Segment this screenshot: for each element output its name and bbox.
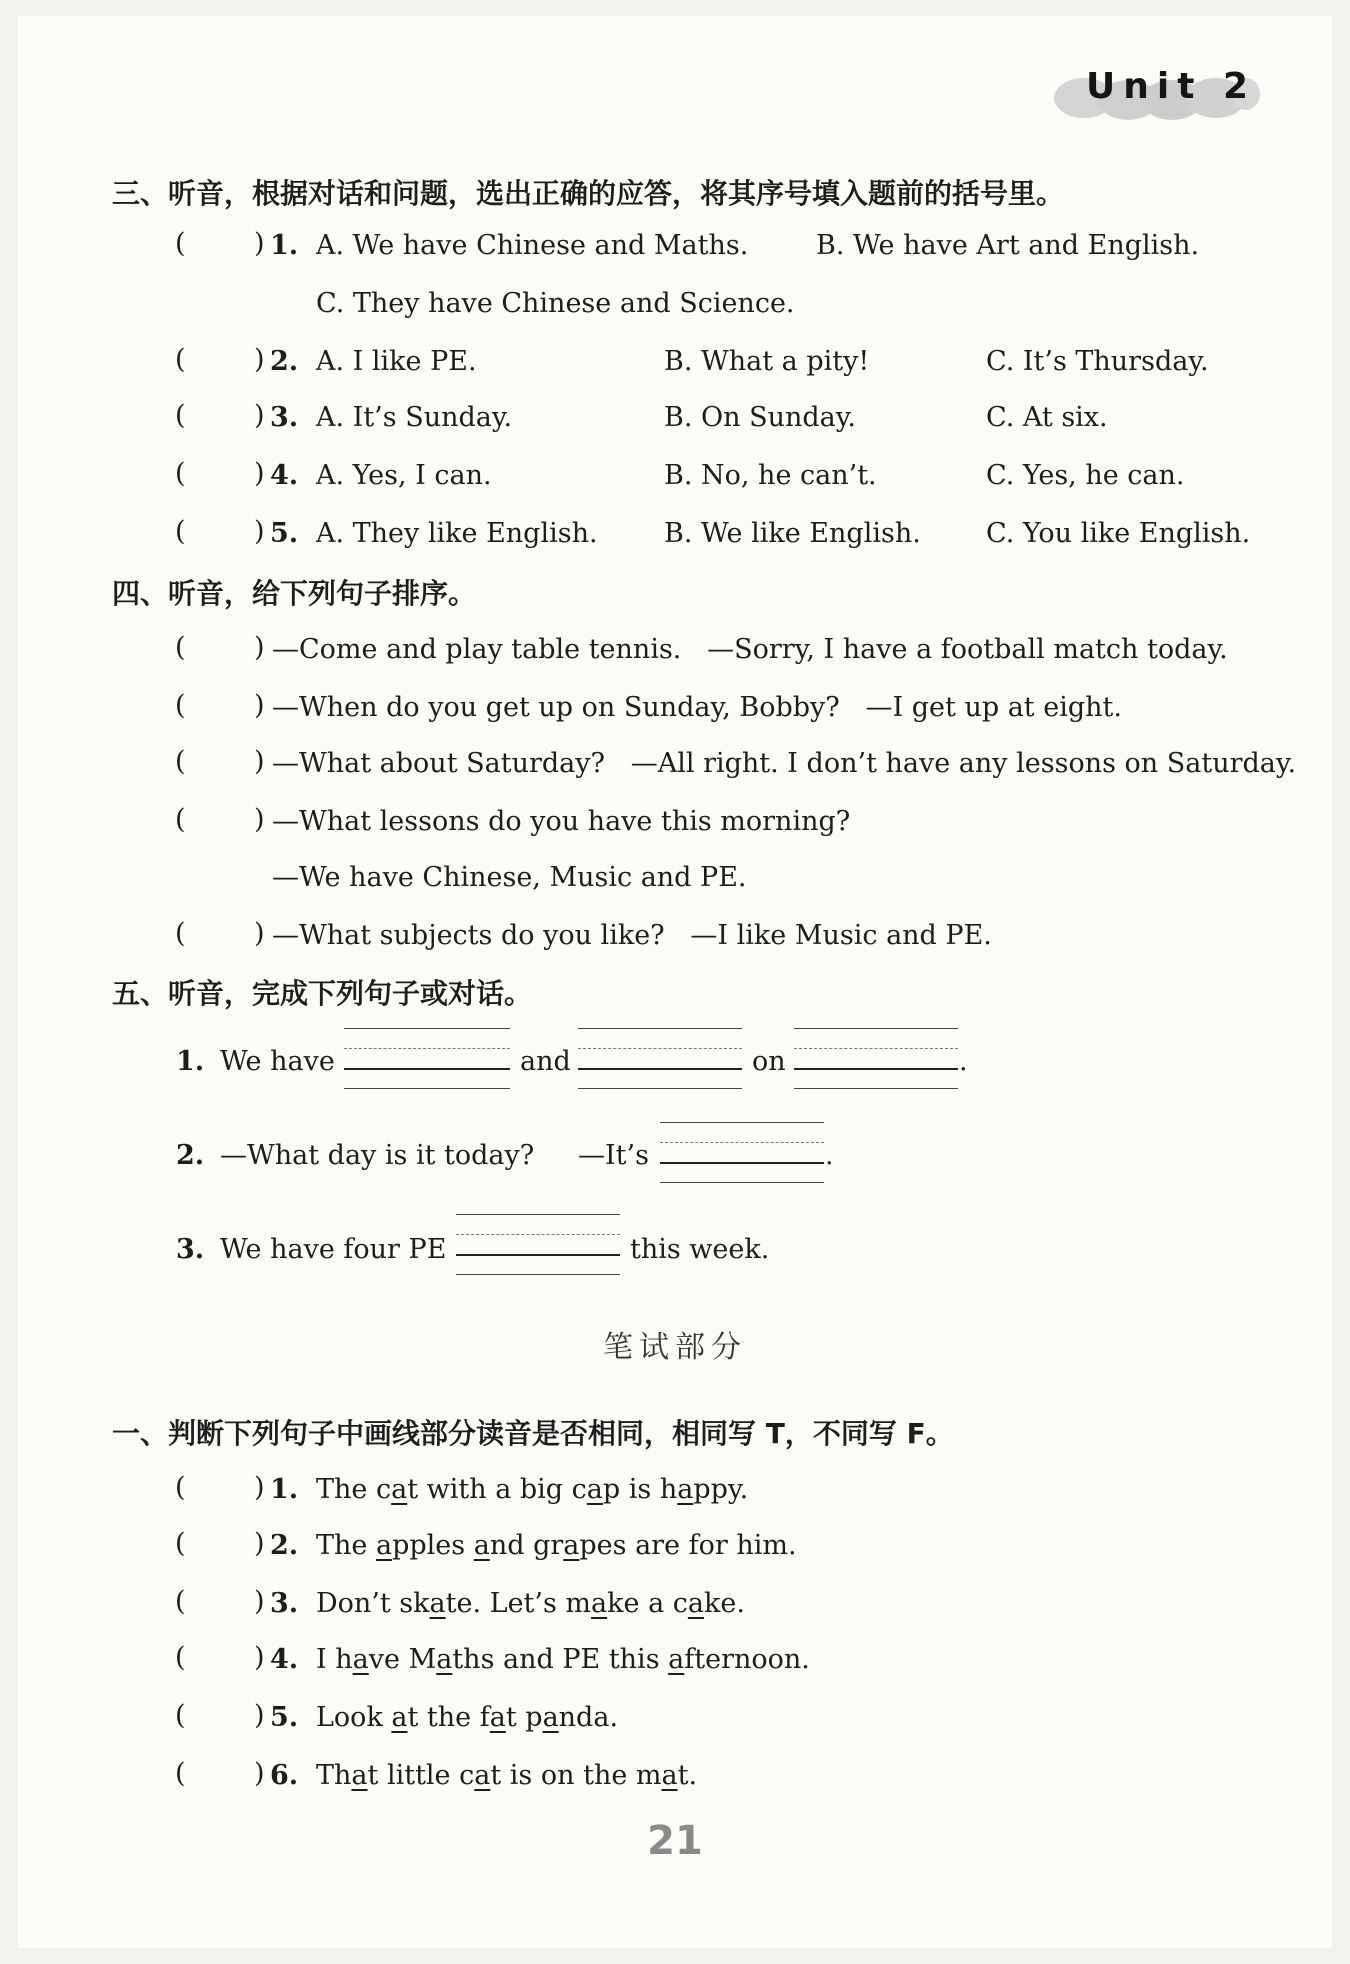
sentence: [316, 1474, 748, 1505]
sentence-text: ppy.: [693, 1474, 749, 1505]
item-number: 3.: [270, 402, 299, 433]
section4-heading: 四、听音，给下列句子排序。: [112, 577, 477, 610]
unit-title: Unit 2: [1086, 66, 1256, 107]
option-a: A. We have Chinese and Maths.: [316, 230, 749, 261]
sentence: [316, 1760, 697, 1791]
sentence-text: ths and PE this: [452, 1644, 669, 1675]
item-number: 4.: [270, 1644, 299, 1675]
item-number: 1.: [270, 1474, 299, 1505]
sentence: [316, 1644, 810, 1675]
sentence-text: t with a big c: [407, 1474, 587, 1505]
item-number: 2.: [176, 1140, 205, 1171]
dialogue-line: —When do you get up on Sunday, Bobby? —I get up at eight.: [272, 692, 1122, 723]
option-b: B. We have Art and English.: [816, 230, 1200, 261]
item-number: 2.: [270, 1530, 299, 1561]
item-number: 1.: [176, 1046, 205, 1077]
sentence-text: nd gr: [489, 1530, 564, 1561]
item-number: 1.: [270, 230, 299, 261]
fill-blank-5[interactable]: [456, 1214, 620, 1276]
underlined-letter: a: [351, 1760, 368, 1791]
prompt-text: this week.: [630, 1234, 770, 1265]
item-number: 4.: [270, 460, 299, 491]
fill-blank-1[interactable]: [344, 1028, 510, 1090]
sentence-text: p is h: [602, 1474, 678, 1505]
sentence: [316, 1702, 618, 1733]
option-c: C. It’s Thursday.: [986, 346, 1209, 377]
item-number: 6.: [270, 1760, 299, 1791]
option-c: C. You like English.: [986, 518, 1251, 549]
item-number: 3.: [176, 1234, 205, 1265]
underlined-letter: a: [473, 1530, 490, 1561]
underlined-letter: a: [352, 1644, 369, 1675]
underlined-letter: a: [391, 1474, 408, 1505]
sentence-text: t little c: [367, 1760, 475, 1791]
sentence-text: Don’t sk: [316, 1588, 430, 1619]
item-number: 3.: [270, 1588, 299, 1619]
option-b: B. We like English.: [664, 518, 921, 549]
underlined-letter: a: [391, 1702, 408, 1733]
section5-heading: 五、听音，完成下列句子或对话。: [112, 977, 533, 1010]
dialogue-line: —Come and play table tennis. —Sorry, I have a football match today.: [272, 634, 1228, 665]
item-number: 5.: [270, 1702, 299, 1733]
sentence-text: t the f: [407, 1702, 490, 1733]
sentence-text: pples: [392, 1530, 474, 1561]
sentence-text: ke.: [703, 1588, 745, 1619]
prompt-text: on: [752, 1046, 786, 1077]
option-a: A. Yes, I can.: [316, 460, 492, 491]
sentence: [316, 1588, 745, 1619]
dialogue-line: —What subjects do you like? —I like Music and PE.: [272, 920, 992, 951]
underlined-letter: a: [489, 1702, 506, 1733]
sentence: [316, 1530, 797, 1561]
prompt-text: We have: [220, 1046, 335, 1077]
underlined-letter: a: [591, 1588, 608, 1619]
sentence-text: fternoon.: [684, 1644, 810, 1675]
dialogue-line: —What lessons do you have this morning?: [272, 806, 851, 837]
option-a: A. They like English.: [316, 518, 598, 549]
item-number: 5.: [270, 518, 299, 549]
prompt-text: —It’s: [578, 1140, 649, 1171]
option-b: B. On Sunday.: [664, 402, 857, 433]
underlined-letter: a: [661, 1760, 678, 1791]
option-c: C. They have Chinese and Science.: [316, 288, 795, 319]
option-a: A. It’s Sunday.: [316, 402, 513, 433]
section3-heading: 三、听音，根据对话和问题，选出正确的应答，将其序号填入题前的括号里。: [112, 177, 1065, 210]
fill-blank-3[interactable]: [794, 1028, 958, 1090]
sentence-text: te. Let’s m: [445, 1588, 592, 1619]
underlined-letter: a: [436, 1644, 453, 1675]
page-number: 21: [647, 1818, 703, 1864]
sentence-text: ke a c: [607, 1588, 688, 1619]
option-b: B. No, he can’t.: [664, 460, 877, 491]
prompt-text: —What day is it today?: [220, 1140, 535, 1171]
written-part-title: 笔试部分: [603, 1330, 747, 1365]
sentence-text: pes are for him.: [579, 1530, 797, 1561]
underlined-letter: a: [668, 1644, 685, 1675]
fill-blank-2[interactable]: [578, 1028, 742, 1090]
sentence-text: I h: [316, 1644, 353, 1675]
option-b: B. What a pity!: [664, 346, 870, 377]
option-a: A. I like PE.: [316, 346, 477, 377]
dialogue-line-2: —We have Chinese, Music and PE.: [272, 862, 747, 893]
option-c: C. Yes, he can.: [986, 460, 1185, 491]
item-number: 2.: [270, 346, 299, 377]
unit-badge: [1050, 60, 1260, 122]
underlined-letter: a: [563, 1530, 580, 1561]
sentence-text: t p: [505, 1702, 543, 1733]
period: .: [959, 1046, 968, 1077]
sentence-text: The: [316, 1530, 376, 1561]
dialogue-line: —What about Saturday? —All right. I don’t have any lessons on Saturday.: [272, 748, 1297, 779]
fill-blank-4[interactable]: [660, 1122, 824, 1184]
option-c: C. At six.: [986, 402, 1108, 433]
underlined-letter: a: [586, 1474, 603, 1505]
period: .: [825, 1140, 834, 1171]
sentence-text: Th: [316, 1760, 352, 1791]
underlined-letter: a: [375, 1530, 393, 1561]
sentence-text: t is on the m: [490, 1760, 662, 1791]
underlined-letter: a: [687, 1588, 704, 1619]
sentence-text: ve M: [368, 1644, 437, 1675]
prompt-text: and: [520, 1046, 571, 1077]
sentence-text: t.: [677, 1760, 698, 1791]
underlined-letter: a: [542, 1702, 559, 1733]
sentence-text: Look: [316, 1702, 392, 1733]
sentence-text: nda.: [558, 1702, 619, 1733]
prompt-text: We have four PE: [220, 1234, 447, 1265]
underlined-letter: a: [474, 1760, 491, 1791]
underlined-letter: a: [677, 1474, 694, 1505]
written-section1-heading: 一、判断下列句子中画线部分读音是否相同，相同写 T，不同写 F。: [112, 1417, 954, 1450]
sentence-text: The c: [316, 1474, 392, 1505]
underlined-letter: a: [429, 1588, 446, 1619]
